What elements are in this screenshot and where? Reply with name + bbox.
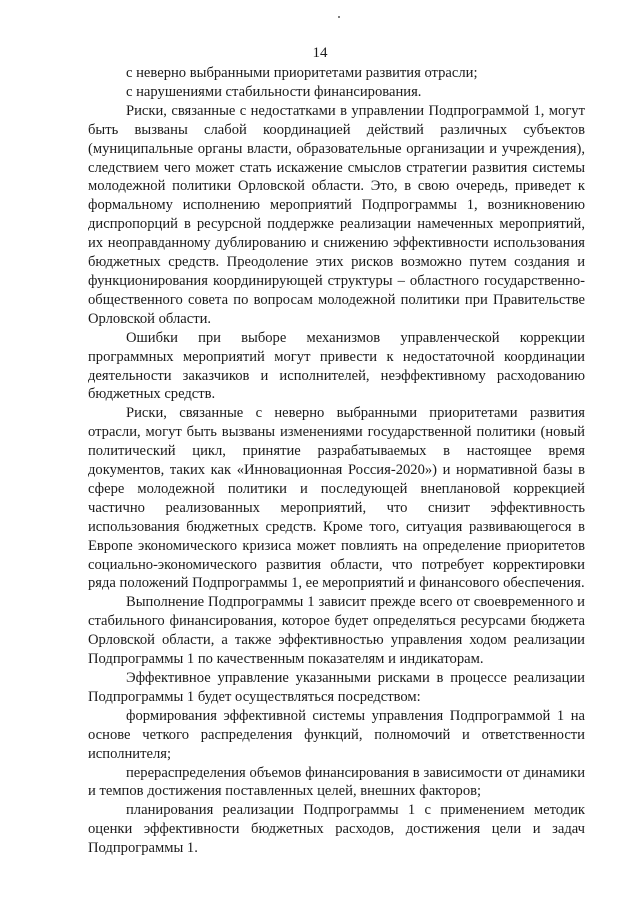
list-item-priorities: с неверно выбранными приоритетами развития отрасли; (126, 65, 478, 81)
list-item-planning: планирования реализации Подпрограммы 1 с применением методик оценки эффективности бюджетных расходов, достижения цели и задач Подпрограммы 1. (88, 802, 585, 857)
scan-speck (338, 16, 340, 18)
paragraph-priority-risks: Риски, связанные с неверно выбранными приоритетами развития отрасли, могут быть вызваны изменениями государственной политики (новый политический цикл, принятие разрабатываемых в настоящее время документов, таких как «Инновационная Россия-2020») и нормативной базы в сфере молодежной политики и последующей внеплановой коррекцией частично реализованных мероприятий, что снизит эффективность использования бюджетных средств. Кроме того, ситуация развивающегося в Европе экономического кризиса может повлиять на определение приоритетов социально-экономического развития области, что потребует корректировки ряда положений Подпрограммы 1, ее мероприятий и финансового обеспечения. (88, 405, 585, 592)
list-item-redistribution: перераспределения объемов финансирования в зависимости от динамики и темпов достижения поставленных целей, внешних факторов; (88, 764, 585, 800)
paragraph-management-risks: Риски, связанные с недостатками в управлении Подпрограммой 1, могут быть вызваны слабой координацией действий различных субъектов (муниципальные органы власти, образовательные организации и учреждения), следствием чего может стать искажение смыслов стратегии развития системы молодежной политики Орловской области. Это, в свою очередь, приведет к формальному исполнению мероприятий Подпрограммы 1, возникновению диспропорций в ресурсной поддержке реализации намеченных мероприятий, их неоправданному дублированию и снижению эффективности использования бюджетных средств. Преодоление этих рисков возможно путем создания и функционирования координирующей структуры – областного государственно-общественного совета по вопросам молодежной политики при Правительстве Орловской области. (88, 102, 585, 327)
paragraph-risk-management-intro: Эффективное управление указанными рисками в процессе реализации Подпрограммы 1 будет осуществляться посредством: (88, 670, 585, 705)
document-body (88, 64, 585, 858)
list-item-financing: с нарушениями стабильности финансирования. (126, 83, 422, 100)
list-item-management-system: формирования эффективной системы управления Подпрограммой 1 на основе четкого распределения функций, полномочий и ответственности исполнителя; (88, 707, 585, 762)
page-number: 14 (312, 45, 328, 61)
paragraph-correction-errors: Ошибки при выборе механизмов управленческой коррекции программных мероприятий могут привести к недостаточной координации деятельности заказчиков и исполнителей, неэффективному расходованию бюджетных средств. (88, 329, 585, 403)
paragraph-financing-dependency: Выполнение Подпрограммы 1 зависит прежде всего от своевременного и стабильного финансирования, которое будет определяться ресурсами бюджета Орловской области, а также эффективностью управления ходом реализации Подпрограммы 1 по качественным показателям и индикаторам. (88, 594, 585, 668)
